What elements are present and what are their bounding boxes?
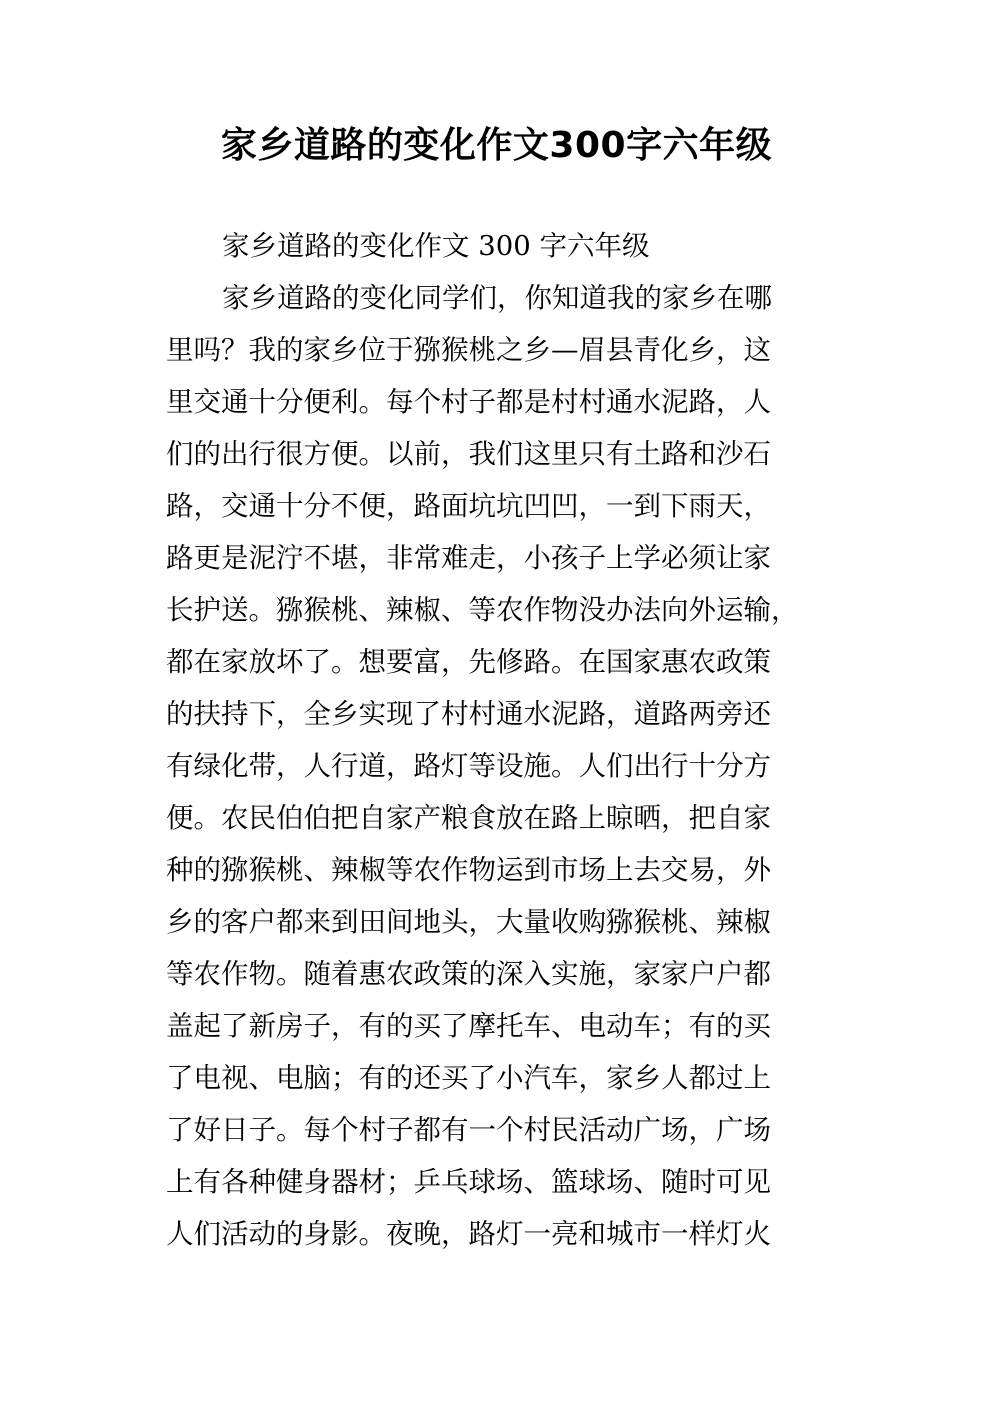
document-subtitle: 家乡道路的变化作文 300 字六年级 [222, 230, 650, 262]
paragraph-line: 里交通十分便利。每个村子都是村村通水泥路，人 [166, 386, 771, 418]
paragraph-line: 盖起了新房子，有的买了摩托车、电动车；有的买 [166, 1010, 771, 1042]
paragraph-line: 种的猕猴桃、辣椒等农作物运到市场上去交易，外 [166, 854, 771, 886]
paragraph-line: 们的出行很方便。以前，我们这里只有土路和沙石 [166, 438, 771, 470]
paragraph-line: 有绿化带，人行道，路灯等设施。人们出行十分方 [166, 750, 771, 782]
paragraph-line: 了电视、电脑；有的还买了小汽车，家乡人都过上 [166, 1062, 771, 1094]
paragraph-line: 路更是泥泞不堪，非常难走，小孩子上学必须让家 [166, 542, 771, 574]
document-body [166, 220, 846, 1260]
paragraph-line: 了好日子。每个村子都有一个村民活动广场，广场 [166, 1114, 771, 1146]
paragraph-line: 乡的客户都来到田间地头，大量收购猕猴桃、辣椒 [166, 906, 771, 938]
paragraph-line: 家乡道路的变化同学们，你知道我的家乡在哪 [222, 282, 772, 314]
paragraph-line: 里吗？我的家乡位于猕猴桃之乡—眉县青化乡，这 [166, 334, 771, 366]
paragraph-line: 人们活动的身影。夜晚，路灯一亮和城市一样灯火 [166, 1218, 771, 1250]
paragraph-line: 等农作物。随着惠农政策的深入实施，家家户户都 [166, 958, 771, 990]
paragraph-line: 路，交通十分不便，路面坑坑凹凹，一到下雨天， [166, 490, 771, 522]
paragraph-line: 上有各种健身器材；乒乓球场、篮球场、随时可见 [166, 1166, 771, 1198]
paragraph-line: 便。农民伯伯把自家产粮食放在路上晾晒，把自家 [166, 802, 771, 834]
document-title: 家乡道路的变化作文300字六年级 [220, 125, 773, 166]
paragraph-line: 长护送。猕猴桃、辣椒、等农作物没办法向外运输， [166, 594, 799, 626]
paragraph-line: 的扶持下，全乡实现了村村通水泥路，道路两旁还 [166, 698, 771, 730]
paragraph-line: 都在家放坏了。想要富，先修路。在国家惠农政策 [166, 646, 771, 678]
